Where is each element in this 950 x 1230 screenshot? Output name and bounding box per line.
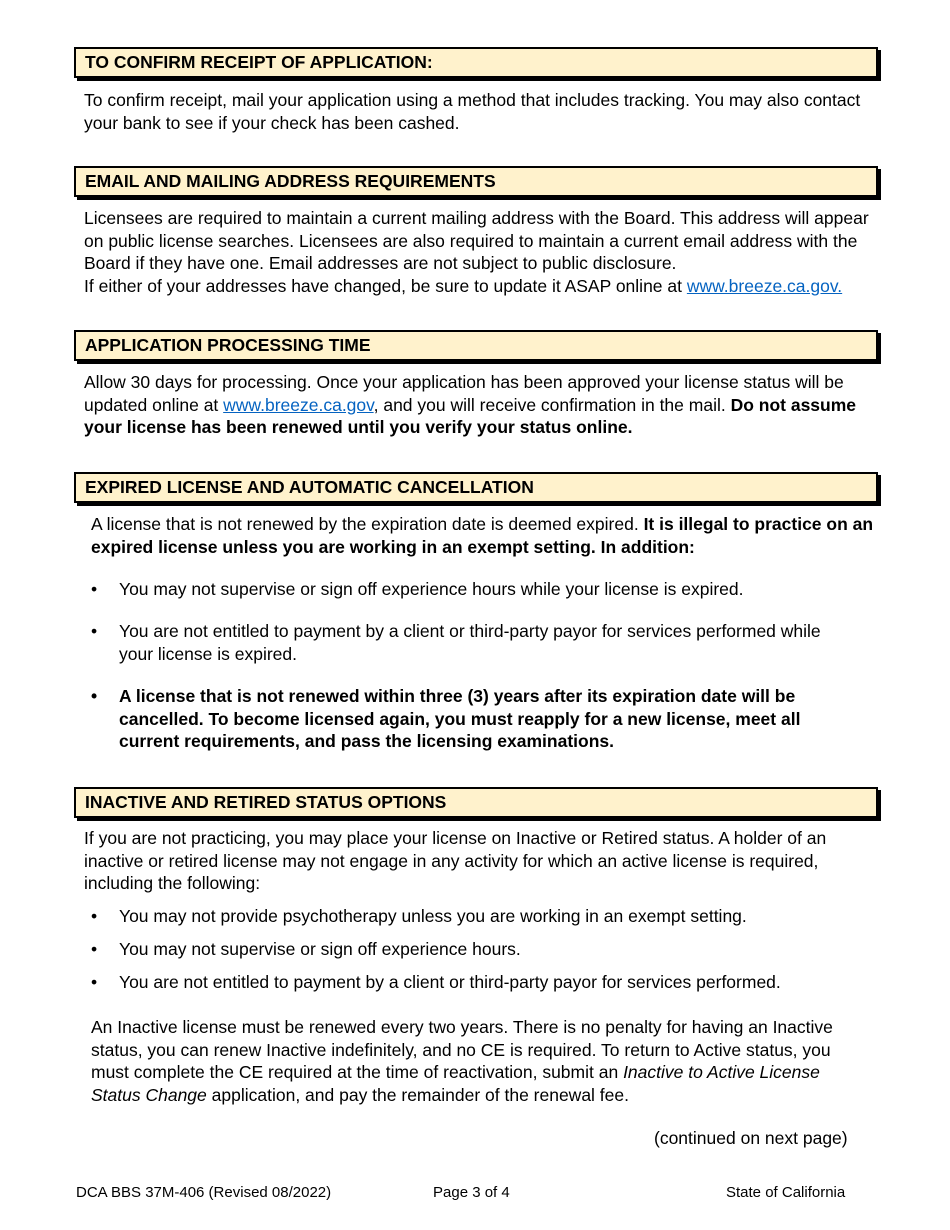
- section-header-expired-license: EXPIRED LICENSE AND AUTOMATIC CANCELLATION: [74, 472, 878, 503]
- list-item-text: You may not provide psychotherapy unless you are working in an exempt setting.: [119, 906, 747, 926]
- processing-warning: Do not assume your license has been renewed until you verify your status online.: [84, 394, 857, 437]
- list-item: [91, 971, 881, 994]
- bullet-icon: •: [91, 579, 98, 599]
- section-header-inactive-retired: INACTIVE AND RETIRED STATUS OPTIONS: [74, 787, 878, 818]
- breeze-link[interactable]: www.breeze.ca.gov: [223, 394, 374, 415]
- footer-page-number: Page 3 of 4: [433, 1184, 510, 1201]
- list-item: [91, 938, 881, 961]
- list-item-text: You may not supervise or sign off experience hours while your license is expired.: [119, 579, 744, 599]
- list-item-text: You are not entitled to payment by a client or third-party payor for services performed while your license is expired.: [119, 621, 821, 664]
- processing-body-part2: , and you will receive confirmation in the mail.: [373, 394, 731, 415]
- email-mailing-body: Licensees are required to maintain a current mailing address with the Board. This address will appear on public license searches. Licensees are also required to maintain a current email address with the Board if they have one. Email addresses are not subject to public disclosure.: [84, 208, 869, 273]
- expired-intro: [91, 513, 881, 558]
- list-item: [91, 685, 861, 753]
- inactive-form-name: Inactive to Active License Status Change: [91, 1062, 820, 1105]
- breeze-link[interactable]: www.breeze.ca.gov.: [686, 275, 843, 296]
- inactive-renewal-part2: application, and pay the remainder of the renewal fee.: [206, 1084, 629, 1105]
- email-mailing-update: [84, 275, 884, 298]
- inactive-renewal-text: [91, 1016, 866, 1106]
- expired-intro-warning: It is illegal to practice on an expired license unless you are working in an exempt setting. In addition:: [91, 514, 874, 557]
- inactive-intro-text: If you are not practicing, you may place your license on Inactive or Retired status. A holder of an inactive or retired license may not engage in any activity for which an active license is required, including the following:: [84, 828, 827, 893]
- email-update-text: If either of your addresses have changed, be sure to update it ASAP online at: [84, 275, 687, 296]
- bullet-icon: •: [91, 621, 98, 641]
- confirm-receipt-text: [84, 89, 884, 134]
- footer-state: State of California: [726, 1184, 846, 1201]
- footer-form-number: DCA BBS 37M-406 (Revised 08/2022): [76, 1184, 332, 1201]
- list-item-text: You are not entitled to payment by a client or third-party payor for services performed.: [119, 972, 781, 992]
- continued-note: (continued on next page): [654, 1128, 848, 1148]
- bullet-icon: •: [91, 939, 98, 959]
- list-item: [91, 620, 851, 665]
- email-mailing-text: [84, 207, 884, 297]
- section-header-processing-time: APPLICATION PROCESSING TIME: [74, 330, 878, 361]
- list-item: [91, 578, 881, 601]
- bullet-icon: •: [91, 686, 98, 706]
- list-item-text: A license that is not renewed within three (3) years after its expiration date will be cancelled. To become licensed again, you must reapply for a new license, meet all current requirements, and pass the licensing examinations.: [119, 686, 801, 751]
- bullet-icon: •: [91, 972, 98, 992]
- list-item-text: You may not supervise or sign off experience hours.: [119, 939, 521, 959]
- processing-body-part1: Allow 30 days for processing. Once your application has been approved your license status will be updated online at: [84, 372, 844, 415]
- processing-body: [84, 371, 884, 439]
- inactive-renewal-part1: An Inactive license must be renewed every two years. There is no penalty for having an Inactive status, you can renew Inactive indefinitely, and no CE is required. To return to Active status, you must complete the CE required at the time of reactivation, submit an: [91, 1017, 833, 1082]
- inactive-intro: [84, 827, 879, 895]
- confirm-receipt-body: To confirm receipt, mail your application using a method that includes tracking. You may also contact your bank to see if your check has been cashed.: [84, 90, 861, 133]
- list-item: [91, 905, 881, 928]
- section-header-email-mailing: EMAIL AND MAILING ADDRESS REQUIREMENTS: [74, 166, 878, 197]
- section-header-confirm-receipt: TO CONFIRM RECEIPT OF APPLICATION:: [74, 47, 878, 78]
- processing-text: [84, 371, 884, 439]
- bullet-icon: •: [91, 906, 98, 926]
- expired-intro-text: A license that is not renewed by the expiration date is deemed expired.: [91, 514, 644, 534]
